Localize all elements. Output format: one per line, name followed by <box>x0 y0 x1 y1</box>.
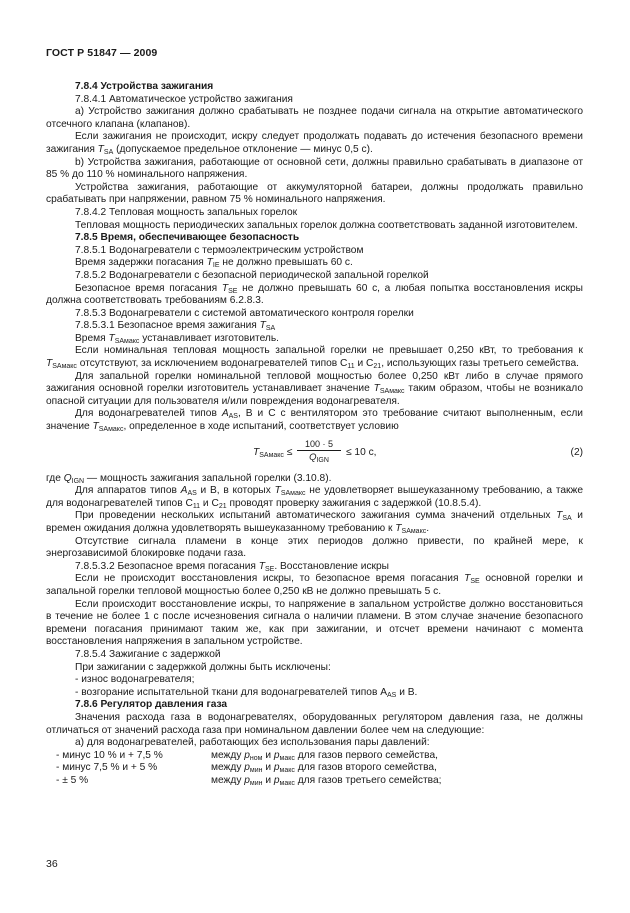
formula-lhs: $T_{SAмакс}$ ≤ <box>253 446 293 459</box>
paragraph: где $Q_{IGN}$ — мощность зажигания запальной горелки (3.10.8). <box>46 472 332 485</box>
paragraph: - возгорание испытательной ткани для водонагревателей типов $A_{AS}$ и B. <box>75 686 418 699</box>
paragraph: - износ водонагревателя; <box>75 674 195 686</box>
paragraph: 7.8.4 Устройства зажигания <box>75 81 214 92</box>
paragraph: Значения расхода газа в водонагревателях, оборудованных регулятором давления газа, не должны отличаться от значений расхода газа при номинальном давлении более чем на следующие: <box>46 711 583 736</box>
paragraph: При проведении нескольких испытаний автоматического зажигания сумма значений отдельных $T_{SA}$ и времен ожидания должна удовлетворять вышеуказанному требованию к $T_{SAмакс}$. <box>46 510 583 535</box>
formula-denominator: $Q_{IGN}$ <box>309 451 329 464</box>
paragraph: Устройства зажигания, работающие от аккумуляторной батареи, должны продолжать правильно срабатывать при напряжении, равном 75 % номинального напряжения. <box>46 181 583 206</box>
tolerance-row <box>56 762 583 775</box>
tolerance-list <box>46 750 583 788</box>
paragraph: 7.8.5.4 Зажигание с задержкой <box>75 648 221 660</box>
document-header: ГОСТ Р 51847 — 2009 <box>46 47 158 59</box>
paragraph: Безопасное время погасания $T_{SE}$ не должно превышать 60 с, а любая попытка восстановления искры должна соответствовать требованиям 6.2.8.3. <box>46 282 583 307</box>
tolerance-row <box>56 750 583 763</box>
paragraph: а) для водонагревателей, работающих без использования пары давлений: <box>75 737 430 749</box>
tolerance-range: - ± 5 % <box>56 774 89 786</box>
document-body <box>46 81 583 787</box>
formula-number: (2) <box>570 446 583 458</box>
paragraph: Если зажигания не происходит, искру следует продолжать подавать до истечения безопасного времени зажигания $T_{SA}$ (допускаемое предельное отклонение — минус 0,5 с). <box>46 131 583 156</box>
text-block-top <box>46 81 583 434</box>
paragraph: 7.8.4.2 Тепловая мощность запальных горелок <box>75 206 298 218</box>
paragraph: Для аппаратов типов $A_{AS}$ и B, в которых $T_{SAмакс}$ не удовлетворяет вышеуказанному требованию, а также для водонагревателей типов $C_{11}$ и $C_{21}$ проводят проверку зажигания с задержкой (10.8.5.4). <box>46 485 583 510</box>
tolerance-pressure: между $p_{ном}$ и $p_{макс}$ для газов первого семейства, <box>211 749 438 762</box>
paragraph: Для запальной горелки номинальной тепловой мощностью более 0,250 кВт либо в случае прямого зажигания основной горелки изготовитель устанавливает значение $T_{SAмакс}$ таким образом, чтобы не возникало опасной ситуации для пользователя и/или повреждения водонагревателя. <box>46 370 583 407</box>
paragraph: 7.8.5.1 Водонагреватели с термоэлектрическим устройством <box>75 244 364 256</box>
paragraph: 7.8.4.1 Автоматическое устройство зажигания <box>75 93 293 105</box>
tolerance-pressure: между $p_{мин}$ и $p_{макс}$ для газов второго семейства, <box>211 762 437 775</box>
text-block-bottom <box>46 473 583 750</box>
formula-fraction <box>297 438 341 464</box>
paragraph: Время задержки погасания $T_{IE}$ не должно превышать 60 с. <box>75 257 353 270</box>
formula-rhs: ≤ 10 с, <box>346 446 377 458</box>
tolerance-range: - минус 7,5 % и + 5 % <box>56 762 158 774</box>
paragraph: 7.8.5.2 Водонагреватели с безопасной периодической запальной горелкой <box>75 269 429 281</box>
paragraph: При зажигании с задержкой должны быть исключены: <box>75 661 331 673</box>
paragraph: а) Устройство зажигания должно срабатывать не позднее подачи сигнала на открытие автоматического отсечного клапана (клапанов). <box>46 106 583 130</box>
formula-2 <box>46 438 583 470</box>
paragraph: b) Устройства зажигания, работающие от основной сети, должны правильно срабатывать в диапазоне от 85 % до 110 % номинального напряжения. <box>46 156 583 181</box>
paragraph: 7.8.5.3 Водонагреватели с системой автоматического контроля горелки <box>75 307 414 319</box>
formula-numerator: 100 · 5 <box>297 438 341 451</box>
paragraph: Время $T_{SAмакс}$ устанавливает изготовитель. <box>75 332 279 345</box>
paragraph: Если не происходит восстановления искры, то безопасное время погасания $T_{SE}$ основной горелки и запальной горелки тепловой мощностью более 0,250 кВ не должно превышать 5 с. <box>46 573 583 597</box>
paragraph: Отсутствие сигнала пламени в конце этих периодов должно привести, по крайней мере, к энергозависимой блокировке подачи газа. <box>46 535 583 560</box>
page-number: 36 <box>46 858 58 870</box>
paragraph: Если номинальная тепловая мощность запальной горелки не превышает 0,250 кВт, то требования к $T_{SAмакс}$ отсутствуют, за исключением водонагревателей типов $C_{11}$ и $C_{21}$, использующих газы третьего семейства. <box>46 345 583 371</box>
paragraph: 7.8.6 Регулятор давления газа <box>75 699 228 711</box>
paragraph: Если происходит восстановление искры, то напряжение в запальном устройстве должно восстановиться в течение не более 1 с после исчезновения сигнала о наличии пламени. В этом случае значение безопасного времени погасания принимают таким же, как при зажигании, и отсчет времени начинают с момента восстановления напряжения в запальном устройстве. <box>46 598 583 648</box>
tolerance-pressure: между $p_{мин}$ и $p_{макс}$ для газов третьего семейства; <box>211 774 442 787</box>
tolerance-range: - минус 10 % и + 7,5 % <box>56 749 163 761</box>
paragraph: 7.8.5 Время, обеспечивающее безопасность <box>75 232 300 244</box>
paragraph: 7.8.5.3.1 Безопасное время зажигания $T_{SA}$ <box>75 320 276 333</box>
paragraph: Для водонагревателей типов $A_{AS}$, B и C с вентилятором это требование считают выполненным, если значение $T_{SAмакс}$, определенное в ходе испытаний, соответствует условию <box>46 408 583 434</box>
paragraph: Тепловая мощность периодических запальных горелок должна соответствовать заданной изготовителем. <box>75 219 578 231</box>
paragraph: 7.8.5.3.2 Безопасное время погасания $T_{SE}$. Восстановление искры <box>75 560 389 573</box>
tolerance-row <box>56 775 583 788</box>
